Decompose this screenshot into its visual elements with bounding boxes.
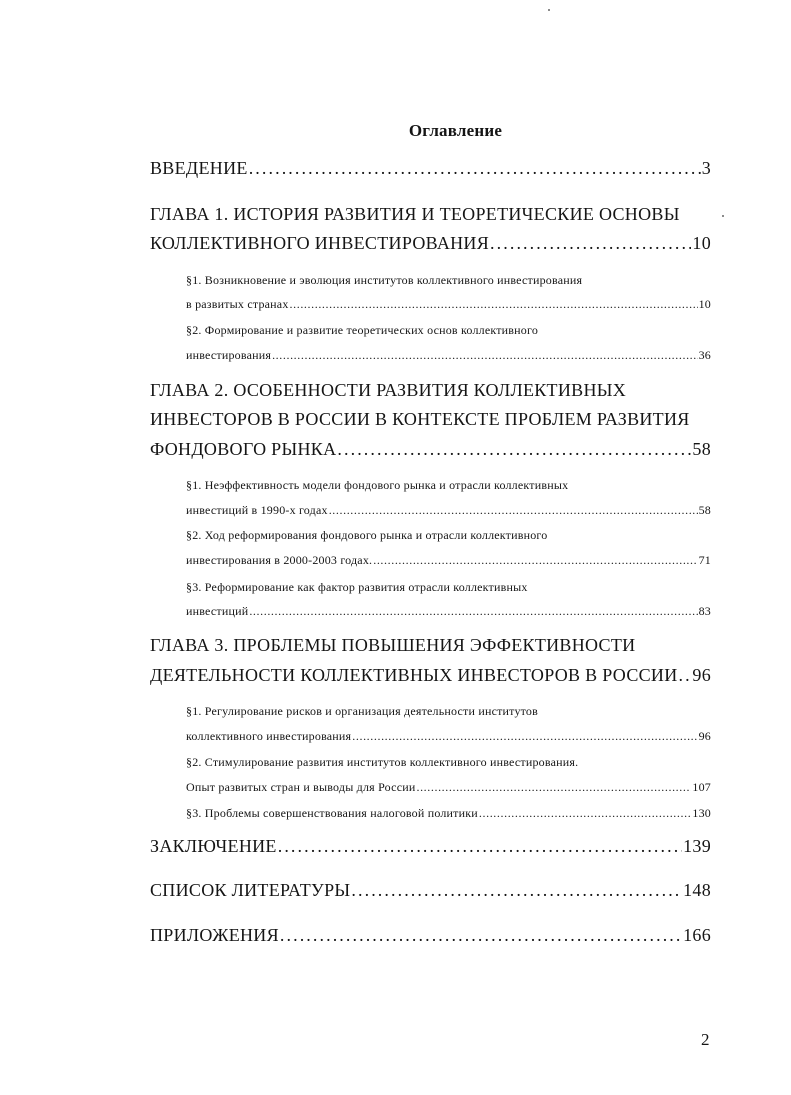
toc-page-number: 96 <box>692 665 711 685</box>
dot-leader <box>373 553 697 568</box>
toc-section-line: §1. Возникновение и эволюция институтов коллективного инвестирования <box>186 273 583 287</box>
toc-title: Оглавление <box>408 121 503 140</box>
toc-page-number: 58 <box>692 439 711 459</box>
toc-entry-label: коллективного инвестирования <box>186 729 352 743</box>
dot-leader <box>290 297 698 312</box>
toc-page-number: 58 <box>698 503 711 517</box>
toc-section-line: §2. Формирование и развитие теоретических основ коллективного <box>186 323 539 337</box>
dot-leader <box>337 439 691 460</box>
toc-entry-label: ДЕЯТЕЛЬНОСТИ КОЛЛЕКТИВНЫХ ИНВЕСТОРОВ В РОССИИ <box>150 665 678 685</box>
dot-leader <box>679 665 692 686</box>
toc-chapter-3-line: ГЛАВА 3. ПРОБЛЕМЫ ПОВЫШЕНИЯ ЭФФЕКТИВНОСТИ <box>150 635 636 655</box>
toc-entry-section-2-2[interactable] <box>186 553 711 568</box>
toc-page-number: 36 <box>698 348 711 362</box>
dot-leader <box>352 729 697 744</box>
toc-page-number: 83 <box>698 604 711 618</box>
toc-section-line: §2. Ход реформирования фондового рынка и отрасли коллективного <box>186 528 548 542</box>
toc-section-line: §1. Неэффективность модели фондового рынка и отрасли коллективных <box>186 478 569 492</box>
toc-entry-chapter-1[interactable] <box>150 233 711 254</box>
scan-speck <box>548 9 550 11</box>
toc-page-number: 107 <box>692 780 711 794</box>
toc-page-number: 148 <box>683 880 711 900</box>
toc-entry-label: инвестирования <box>186 348 272 362</box>
toc-entry-section-3-2[interactable] <box>186 780 711 795</box>
toc-page-number: 3 <box>701 158 711 178</box>
dot-leader <box>351 880 682 901</box>
toc-page-number: 130 <box>692 806 711 820</box>
toc-section-line: §1. Регулирование рисков и организация деятельности институтов <box>186 704 538 718</box>
dot-leader <box>490 233 691 254</box>
scan-speck <box>722 215 724 217</box>
toc-entry-label: в развитых странах <box>186 297 289 311</box>
toc-entry-section-3-3[interactable] <box>186 806 711 821</box>
toc-entry-label: ЗАКЛЮЧЕНИЕ <box>150 836 277 856</box>
dot-leader <box>329 503 698 518</box>
toc-page-number: 96 <box>698 729 711 743</box>
toc-entry-label: §3. Проблемы совершенствования налоговой политики <box>186 806 478 820</box>
dot-leader <box>278 836 682 857</box>
dot-leader <box>249 604 697 619</box>
toc-page-number: 10 <box>692 233 711 253</box>
dot-leader <box>280 925 682 946</box>
toc-entry-label: инвестирования в 2000-2003 годах. <box>186 553 373 567</box>
toc-entry-appendices[interactable] <box>150 925 711 946</box>
toc-entry-chapter-2[interactable] <box>150 439 711 460</box>
toc-page-number: 71 <box>698 553 711 567</box>
toc-chapter-1-line: ГЛАВА 1. ИСТОРИЯ РАЗВИТИЯ И ТЕОРЕТИЧЕСКИЕ ОСНОВЫ <box>150 204 680 224</box>
toc-entry-label: инвестиций в 1990-х годах <box>186 503 328 517</box>
dot-leader <box>416 780 691 795</box>
toc-section-line: §2. Стимулирование развития институтов коллективного инвестирования. <box>186 755 579 769</box>
toc-chapter-2-line: ИНВЕСТОРОВ В РОССИИ В КОНТЕКСТЕ ПРОБЛЕМ РАЗВИТИЯ <box>150 409 690 429</box>
toc-entry-label: ПРИЛОЖЕНИЯ <box>150 925 279 945</box>
toc-entry-section-2-1[interactable] <box>186 503 711 518</box>
toc-entry-section-1-1[interactable] <box>186 297 711 312</box>
toc-chapter-2-line: ГЛАВА 2. ОСОБЕННОСТИ РАЗВИТИЯ КОЛЛЕКТИВНЫХ <box>150 380 627 400</box>
dot-leader <box>272 348 698 363</box>
toc-entry-label: СПИСОК ЛИТЕРАТУРЫ <box>150 880 351 900</box>
page-number: 2 <box>701 1030 710 1049</box>
toc-page-number: 166 <box>683 925 711 945</box>
dot-leader <box>479 806 691 821</box>
toc-entry-label: КОЛЛЕКТИВНОГО ИНВЕСТИРОВАНИЯ <box>150 233 490 253</box>
toc-entry-section-3-1[interactable] <box>186 729 711 744</box>
toc-entry-label: Опыт развитых стран и выводы для России <box>186 780 416 794</box>
toc-entry-label: ВВЕДЕНИЕ <box>150 158 248 178</box>
toc-section-line: §3. Реформирование как фактор развития отрасли коллективных <box>186 580 528 594</box>
toc-entry-label: ФОНДОВОГО РЫНКА <box>150 439 337 459</box>
toc-entry-introduction[interactable] <box>150 158 711 179</box>
toc-entry-section-2-3[interactable] <box>186 604 711 619</box>
toc-page-number: 10 <box>698 297 711 311</box>
toc-entry-label: инвестиций <box>186 604 249 618</box>
dot-leader <box>249 158 701 179</box>
toc-entry-bibliography[interactable] <box>150 880 711 901</box>
toc-entry-chapter-3[interactable] <box>150 665 711 686</box>
toc-entry-conclusion[interactable] <box>150 836 711 857</box>
toc-page-number: 139 <box>683 836 711 856</box>
toc-entry-section-1-2[interactable] <box>186 348 711 363</box>
